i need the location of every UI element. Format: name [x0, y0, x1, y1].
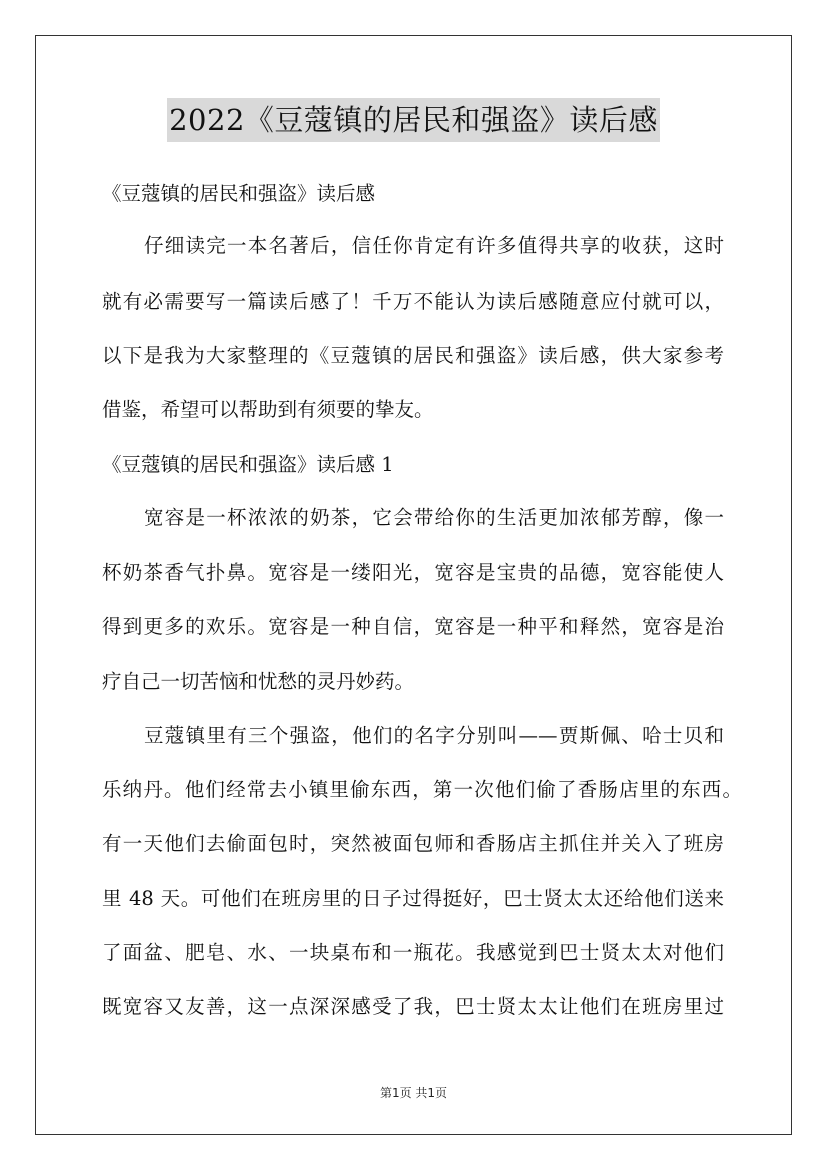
document-title: 2022《豆蔻镇的居民和强盗》读后感	[167, 98, 660, 142]
paragraph-line: 宽容是一杯浓浓的奶茶，它会带给你的生活更加浓郁芳醇，像一	[144, 506, 724, 529]
section-heading: 《豆蔻镇的居民和强盗》读后感	[102, 182, 376, 205]
paragraph-line: 既宽容又友善，这一点深深感受了我，巴士贤太太让他们在班房里过	[102, 995, 724, 1018]
paragraph-line: 豆蔻镇里有三个强盗，他们的名字分别叫——贾斯佩、哈士贝和	[144, 724, 724, 747]
title-wrap	[0, 98, 827, 142]
paragraph-line: 得到更多的欢乐。宽容是一种自信，宽容是一种平和释然，宽容是治	[102, 615, 724, 638]
paragraph-line: 乐纳丹。他们经常去小镇里偷东西，第一次他们偷了香肠店里的东西。	[102, 778, 742, 801]
paragraph-line: 就有必需要写一篇读后感了！千万不能认为读后感随意应付就可以，	[102, 290, 724, 313]
paragraph-line: 杯奶茶香气扑鼻。宽容是一缕阳光，宽容是宝贵的品德，宽容能使人	[102, 561, 724, 584]
paragraph-line: 有一天他们去偷面包时，突然被面包师和香肠店主抓住并关入了班房	[102, 832, 724, 855]
section-heading: 《豆蔻镇的居民和强盗》读后感 1	[102, 453, 394, 476]
paragraph-line: 了面盆、肥皂、水、一块桌布和一瓶花。我感觉到巴士贤太太对他们	[102, 941, 724, 964]
paragraph-line: 以下是我为大家整理的《豆蔻镇的居民和强盗》读后感，供大家参考	[102, 344, 724, 367]
paragraph-line: 借鉴，希望可以帮助到有须要的挚友。	[102, 398, 434, 421]
paragraph-line: 仔细读完一本名著后，信任你肯定有许多值得共享的收获，这时	[144, 234, 724, 257]
paragraph-line: 疗自己一切苦恼和忧愁的灵丹妙药。	[102, 670, 415, 693]
paragraph-line: 里 48 天。可他们在班房里的日子过得挺好，巴士贤太太还给他们送来	[102, 887, 724, 910]
page-footer: 第1页 共1页	[379, 1086, 448, 1100]
